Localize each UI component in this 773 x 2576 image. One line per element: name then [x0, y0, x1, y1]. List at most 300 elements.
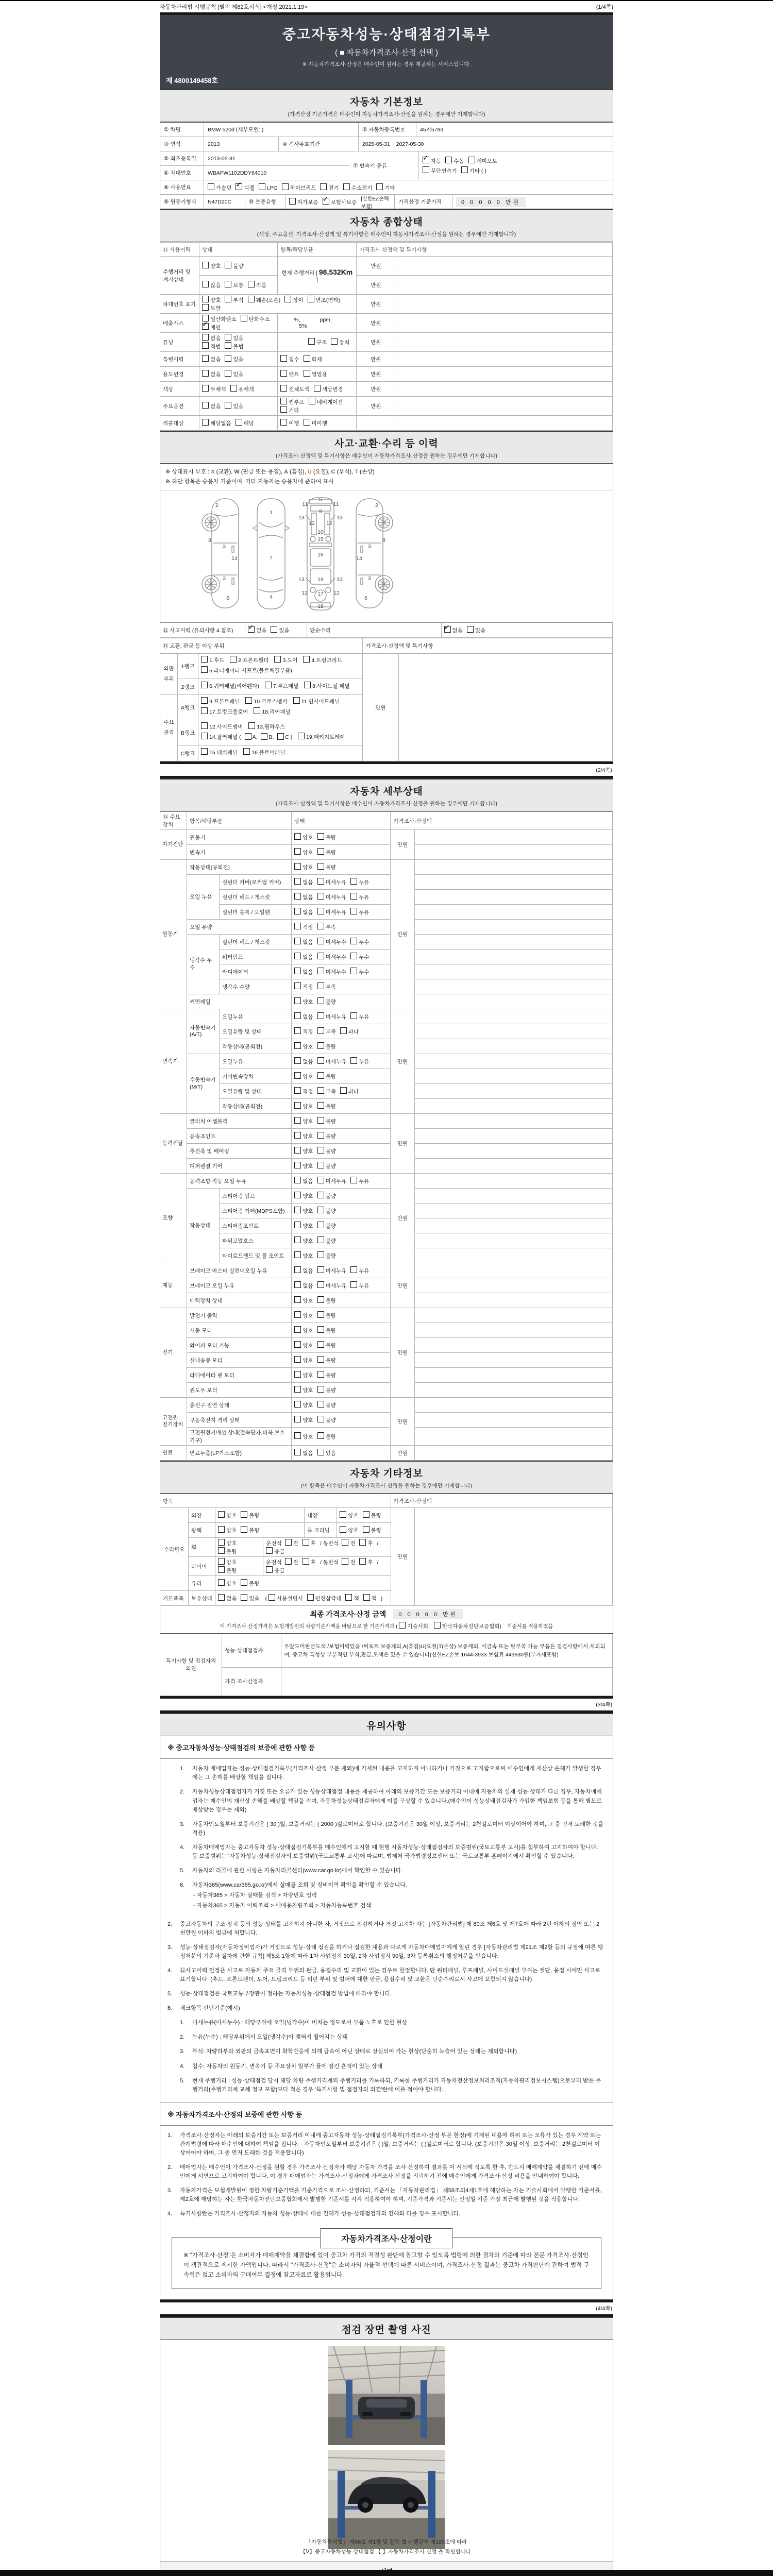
checkbox[interactable] — [399, 1622, 406, 1629]
checkbox[interactable] — [280, 385, 287, 392]
checkbox[interactable] — [317, 1102, 324, 1109]
checkbox[interactable] — [218, 1579, 225, 1586]
checkbox[interactable] — [241, 1526, 247, 1533]
checkbox[interactable] — [317, 1281, 324, 1288]
checkbox[interactable] — [445, 157, 452, 163]
checkbox[interactable] — [225, 342, 231, 349]
checkbox-option — [317, 1343, 336, 1349]
checkbox[interactable] — [423, 166, 429, 173]
svg-text:12: 12 — [326, 520, 332, 527]
checkbox[interactable] — [317, 923, 324, 929]
checkbox[interactable] — [350, 908, 357, 914]
checkbox[interactable] — [294, 1266, 301, 1273]
checkbox-option — [225, 282, 243, 289]
checkbox[interactable] — [350, 953, 357, 959]
checkbox[interactable] — [294, 1072, 301, 1079]
checkbox[interactable] — [294, 1012, 301, 1019]
checkbox[interactable] — [308, 338, 315, 345]
checkbox[interactable] — [342, 1539, 348, 1546]
checkbox-label: 유채색 — [238, 386, 254, 393]
checkbox[interactable] — [248, 626, 255, 633]
checkbox[interactable] — [202, 296, 209, 302]
checkbox[interactable] — [317, 893, 324, 900]
svg-text:6: 6 — [364, 595, 367, 602]
checkbox-option — [317, 1148, 336, 1155]
checkbox-label: 양호 — [303, 1298, 313, 1304]
checkbox[interactable] — [359, 1558, 366, 1565]
svg-text:9: 9 — [319, 509, 322, 515]
checkbox[interactable] — [350, 1266, 357, 1273]
state-code-legend — [160, 464, 613, 490]
checkbox[interactable] — [317, 833, 324, 840]
checkbox-label: 적정 — [303, 984, 313, 991]
svg-text:13: 13 — [298, 577, 305, 583]
checkbox[interactable] — [241, 1511, 247, 1518]
checkbox-option — [225, 335, 243, 342]
checkbox[interactable] — [202, 342, 209, 349]
checkbox[interactable] — [265, 682, 272, 688]
checkbox[interactable] — [317, 997, 324, 1004]
checkbox[interactable] — [218, 1526, 225, 1533]
checkbox-option — [202, 420, 231, 427]
checkbox[interactable] — [303, 656, 310, 663]
checkbox[interactable] — [317, 982, 324, 989]
checkbox[interactable] — [467, 626, 474, 633]
checkbox[interactable] — [294, 1401, 301, 1408]
checkbox[interactable] — [285, 1558, 292, 1565]
checkbox[interactable] — [317, 1042, 324, 1049]
checkbox[interactable] — [218, 1511, 225, 1518]
checkbox-label: 전기 — [328, 184, 339, 191]
checkbox-option — [294, 999, 313, 1005]
checkbox[interactable] — [314, 385, 321, 392]
checkbox[interactable] — [304, 370, 310, 377]
checkbox[interactable] — [340, 1526, 346, 1533]
checkbox[interactable] — [218, 1594, 225, 1601]
checkbox-label: 불량 — [226, 1568, 237, 1574]
checkbox[interactable] — [248, 296, 255, 302]
checkbox[interactable] — [201, 707, 208, 714]
checkbox[interactable] — [280, 370, 287, 377]
checkbox-option — [308, 297, 341, 303]
checkbox-option — [218, 1596, 237, 1602]
checkbox[interactable] — [303, 1558, 309, 1565]
checkbox[interactable] — [201, 697, 208, 704]
checkbox[interactable] — [241, 1594, 247, 1601]
checkbox-option — [241, 316, 270, 323]
checkbox[interactable] — [280, 419, 287, 426]
checkbox-option — [294, 1387, 313, 1394]
checkbox[interactable] — [309, 398, 315, 404]
checkbox[interactable] — [241, 1579, 247, 1586]
checkbox[interactable] — [320, 183, 327, 190]
checkbox-option — [294, 1434, 313, 1440]
checkbox[interactable] — [331, 338, 338, 345]
checkbox-option — [317, 1044, 336, 1050]
checkbox[interactable] — [294, 1222, 301, 1228]
checkbox[interactable] — [236, 419, 242, 426]
svg-text:3: 3 — [368, 544, 371, 550]
checkbox[interactable] — [317, 1072, 324, 1079]
checkbox[interactable] — [304, 682, 311, 688]
checkbox[interactable] — [303, 1539, 309, 1546]
checkbox[interactable] — [294, 1207, 301, 1213]
section-title: 사고·교환·수리 등 이력 — [334, 438, 439, 449]
checkbox[interactable] — [294, 1147, 301, 1154]
checkbox-option — [317, 1193, 336, 1199]
checkbox[interactable] — [317, 1401, 324, 1408]
notices-section2-title: ※ 자동차가격조사·산정의 보증에 관한 사항 등 — [160, 2103, 613, 2126]
checkbox-label: 있음 — [475, 628, 486, 634]
checkbox[interactable] — [294, 1102, 301, 1109]
checkbox[interactable] — [363, 1511, 369, 1518]
checkbox[interactable] — [317, 1432, 324, 1439]
checkbox[interactable] — [317, 1222, 324, 1228]
notice-item: 3. 자동차가격은 보험개발원이 정한 차량기준가액을 기준가격으로 조사·산정하되, 기준서는 「자동차관리법」 제58조의4제1호에 해당하는 자는 기술사회에서 발행한 기준서를, 제2호에 해당하는 자는 한국자동차진단보증협회에서 발행한 기준서를 각각 적용하여야 하며, 기준가격과 기준서는 산정일 기준 가장 최근에 발행된 것을 적용합니다. — [167, 2187, 602, 2202]
checkbox-label: 누유 — [359, 1268, 369, 1275]
checkbox[interactable] — [317, 863, 324, 870]
rank-table — [160, 653, 613, 761]
section-title: 자동차 기타정보 — [350, 1468, 423, 1480]
checkbox[interactable] — [350, 968, 357, 974]
checkbox-option — [280, 408, 299, 414]
section-title: 유의사항 — [366, 1721, 407, 1732]
checkbox[interactable] — [304, 355, 310, 362]
form-reference: 자동차관리법 시행규칙 [별지 제82호서식] <개정 2021.1.19> — [160, 4, 308, 10]
checkbox-label: 미세누유 — [325, 1283, 347, 1290]
checkbox-label: 양호 — [303, 1328, 313, 1334]
checkbox[interactable] — [350, 1057, 357, 1064]
checkbox[interactable] — [294, 1162, 301, 1168]
checkbox[interactable] — [294, 833, 301, 840]
checkbox[interactable] — [201, 733, 208, 739]
checkbox[interactable] — [280, 406, 287, 413]
checkbox[interactable] — [294, 908, 301, 914]
checkbox[interactable] — [261, 733, 267, 740]
checkbox[interactable] — [274, 656, 281, 663]
svg-text:12: 12 — [309, 520, 315, 527]
checkbox[interactable] — [317, 1147, 324, 1154]
price-survey-definition-box — [172, 2237, 601, 2289]
checkbox[interactable] — [444, 626, 451, 633]
checkbox[interactable] — [202, 402, 209, 409]
checkbox[interactable] — [340, 1511, 346, 1518]
checkbox[interactable] — [294, 863, 301, 870]
checkbox-label: 상이 — [293, 297, 304, 303]
checkbox[interactable] — [294, 1386, 301, 1393]
checkbox[interactable] — [294, 968, 301, 974]
checkbox[interactable] — [201, 666, 208, 673]
checkbox[interactable] — [317, 1311, 324, 1318]
checkbox[interactable] — [201, 722, 208, 729]
checkbox[interactable] — [294, 1432, 301, 1439]
checkbox[interactable] — [317, 1296, 324, 1303]
checkbox[interactable] — [282, 183, 289, 190]
checkbox-label: 없음 — [303, 1178, 313, 1185]
checkbox[interactable] — [350, 1177, 357, 1183]
checkbox[interactable] — [298, 733, 305, 739]
detail-state-table — [160, 811, 613, 1461]
checkbox[interactable] — [245, 733, 251, 740]
checkbox[interactable] — [317, 1162, 324, 1168]
checkbox[interactable] — [317, 1416, 324, 1422]
checkbox[interactable] — [423, 157, 429, 163]
checkbox[interactable] — [268, 1594, 275, 1601]
checkbox[interactable] — [343, 183, 350, 190]
checkbox[interactable] — [202, 262, 209, 268]
checkbox[interactable] — [294, 893, 301, 900]
section-subtitle: (색상, 주요옵션, 가격조사·산정액 및 특기사항은 매수인이 자동차가격조사·산정을 원하는 경우에만 기재합니다) — [257, 231, 516, 238]
checkbox-option — [218, 1581, 237, 1587]
checkbox-label: 양호 — [303, 1402, 313, 1409]
checkbox[interactable] — [308, 296, 314, 302]
checkbox-option — [248, 628, 266, 634]
checkbox[interactable] — [317, 1027, 324, 1034]
checkbox-option — [218, 1528, 237, 1534]
checkbox-option — [294, 1283, 313, 1289]
checkbox-label: 해당 — [243, 420, 254, 427]
checkbox[interactable] — [317, 1207, 324, 1213]
checkbox[interactable] — [225, 402, 231, 409]
checkbox[interactable] — [294, 1251, 301, 1258]
checkbox[interactable] — [218, 1539, 225, 1546]
checkbox[interactable] — [280, 398, 287, 404]
checkbox[interactable] — [307, 1594, 314, 1601]
checkbox[interactable] — [294, 1311, 301, 1318]
checkbox[interactable] — [266, 1547, 273, 1554]
checkbox[interactable] — [202, 281, 209, 287]
checkbox[interactable] — [317, 1251, 324, 1258]
checkbox[interactable] — [241, 315, 247, 321]
state-code-line-2: ※ 하단 항목은 승용차 기준이며, 기타 자동차는 승용차에 준하여 표시 — [165, 478, 334, 485]
checkbox[interactable] — [266, 1566, 273, 1573]
checkbox[interactable] — [317, 1449, 324, 1455]
section-subtitle: (가격조사·산정액 및 특기사항은 매수인이 자동차가격조사·산정을 원하는 경우에만 기재합니다) — [276, 453, 497, 459]
checkbox-label: 양호 — [303, 1163, 313, 1170]
checkbox-option — [317, 984, 336, 990]
checkbox[interactable] — [317, 1341, 324, 1348]
checkbox[interactable] — [225, 296, 231, 302]
checkbox[interactable] — [294, 1042, 301, 1049]
checkbox[interactable] — [289, 198, 296, 205]
checkbox[interactable] — [317, 953, 324, 959]
checkbox[interactable] — [317, 968, 324, 974]
checkbox[interactable] — [461, 166, 468, 173]
checkbox-option — [294, 984, 313, 990]
checkbox[interactable] — [294, 982, 301, 989]
checkbox[interactable] — [294, 953, 301, 959]
checkbox[interactable] — [304, 419, 310, 426]
checkbox[interactable] — [323, 198, 329, 205]
checkbox[interactable] — [317, 1236, 324, 1243]
checkbox-option — [350, 1268, 369, 1274]
checkbox[interactable] — [350, 878, 357, 885]
checkbox-option — [218, 1540, 237, 1547]
checkbox-option — [317, 1238, 336, 1244]
checkbox[interactable] — [201, 682, 208, 688]
checkbox[interactable] — [317, 1371, 324, 1378]
checkbox-option — [285, 1540, 298, 1547]
checkbox[interactable] — [293, 697, 300, 704]
checkbox[interactable] — [294, 1449, 301, 1455]
checkbox-label: 양호 — [303, 1434, 313, 1440]
checkbox-option — [350, 1059, 369, 1065]
checkbox[interactable] — [202, 304, 209, 311]
checkbox[interactable] — [376, 183, 383, 190]
checkbox[interactable] — [317, 938, 324, 944]
checkbox[interactable] — [350, 1281, 357, 1288]
checkbox[interactable] — [202, 334, 209, 341]
checkbox[interactable] — [317, 1356, 324, 1363]
checkbox-label: 수소전기 — [351, 184, 373, 191]
checkbox[interactable] — [225, 370, 231, 377]
checkbox-option — [461, 168, 486, 174]
checkbox-option — [280, 357, 299, 363]
checkbox[interactable] — [225, 262, 231, 268]
checkbox[interactable] — [294, 1281, 301, 1288]
checkbox[interactable] — [218, 1558, 225, 1565]
checkbox[interactable] — [280, 355, 287, 362]
checkbox[interactable] — [294, 1117, 301, 1124]
checkbox[interactable] — [317, 878, 324, 885]
checkbox[interactable] — [202, 419, 209, 426]
checkbox[interactable] — [317, 1012, 324, 1019]
checkbox[interactable] — [245, 697, 252, 704]
checkbox[interactable] — [230, 656, 237, 663]
checkbox[interactable] — [345, 1594, 352, 1601]
checkbox[interactable] — [317, 1326, 324, 1333]
checkbox[interactable] — [350, 893, 357, 900]
checkbox[interactable] — [317, 1087, 324, 1094]
checkbox[interactable] — [230, 385, 237, 392]
checkbox[interactable] — [208, 183, 214, 190]
checkbox[interactable] — [317, 1192, 324, 1198]
checkbox[interactable] — [225, 355, 231, 362]
checkbox[interactable] — [271, 626, 277, 633]
checkbox-label: 양호 — [303, 1104, 313, 1110]
checkbox[interactable] — [342, 1558, 348, 1565]
checkbox[interactable] — [294, 848, 301, 855]
checkbox[interactable] — [359, 1539, 366, 1546]
checkbox[interactable] — [363, 1594, 370, 1601]
checkbox-label: 양호 — [303, 1208, 313, 1215]
checkbox[interactable] — [236, 183, 242, 190]
checkbox[interactable] — [317, 908, 324, 914]
checkbox-option — [294, 924, 313, 930]
checkbox[interactable] — [225, 281, 231, 287]
checkbox[interactable] — [317, 1177, 324, 1183]
checkbox[interactable] — [285, 1539, 292, 1546]
checkbox-label: 후 — [367, 1560, 373, 1566]
checkbox[interactable] — [294, 1177, 301, 1183]
checkbox[interactable] — [350, 938, 357, 944]
checkbox[interactable] — [363, 1526, 369, 1533]
checkbox-option — [317, 969, 347, 975]
checkbox-label: 양호 — [303, 1387, 313, 1394]
checkbox[interactable] — [294, 1192, 301, 1198]
checkbox[interactable] — [254, 707, 260, 714]
checkbox[interactable] — [317, 1057, 324, 1064]
checkbox[interactable] — [294, 1027, 301, 1034]
checkbox[interactable] — [294, 1057, 301, 1064]
checkbox-label: 적음 — [256, 282, 266, 289]
checkbox-option — [467, 628, 485, 634]
checkbox-label: 불량 — [325, 865, 336, 871]
section-title: 자동차 기본정보 — [350, 97, 423, 108]
page-number-3: (3/4쪽) — [596, 1702, 612, 1708]
checkbox[interactable] — [340, 1087, 347, 1094]
checkbox[interactable] — [218, 1547, 225, 1554]
checkbox[interactable] — [202, 355, 209, 362]
checkbox[interactable] — [218, 1566, 225, 1573]
checkbox[interactable] — [317, 1386, 324, 1393]
checkbox[interactable] — [294, 1341, 301, 1348]
checkbox[interactable] — [248, 722, 255, 729]
svg-text:14: 14 — [231, 555, 238, 562]
checkbox[interactable] — [350, 1012, 357, 1019]
checkbox-label: 양호 — [303, 1074, 313, 1080]
checkbox[interactable] — [294, 1416, 301, 1422]
checkbox[interactable] — [294, 878, 301, 885]
checkbox[interactable] — [294, 997, 301, 1004]
checkbox[interactable] — [317, 1266, 324, 1273]
checkbox[interactable] — [294, 1326, 301, 1333]
page-number-4: (4/4쪽) — [596, 2305, 612, 2312]
checkbox-label: 불량 — [325, 1163, 336, 1170]
checkbox[interactable] — [317, 1132, 324, 1139]
checkbox[interactable] — [317, 848, 324, 855]
checkbox-option — [317, 835, 336, 841]
checkbox[interactable] — [340, 1027, 347, 1034]
checkbox[interactable] — [317, 1117, 324, 1124]
checkbox[interactable] — [201, 748, 208, 755]
checkbox-label: 없음 — [303, 879, 313, 886]
notices-list2 — [160, 1910, 613, 2094]
checkbox[interactable] — [201, 656, 208, 663]
checkbox[interactable] — [294, 1296, 301, 1303]
checkbox[interactable] — [294, 1356, 301, 1363]
checkbox[interactable] — [468, 157, 475, 163]
checkbox-label: 썬루프 — [289, 399, 305, 405]
checkbox[interactable] — [294, 1371, 301, 1378]
checkbox-label: 불량 — [325, 1148, 336, 1155]
checkbox-option — [363, 1513, 381, 1519]
checkbox[interactable] — [277, 733, 284, 740]
checkbox-label: 미세누수 — [325, 954, 347, 961]
rank-item: 1.후드 — [201, 657, 224, 664]
checkbox-label: 미세누유 — [325, 1268, 347, 1275]
checkbox[interactable] — [294, 923, 301, 929]
checkbox[interactable] — [434, 1622, 441, 1629]
svg-text:4: 4 — [270, 594, 273, 601]
checkbox[interactable] — [202, 385, 209, 392]
checkbox-label: 없음 — [210, 371, 221, 378]
checkbox[interactable] — [294, 1236, 301, 1243]
checkbox[interactable] — [243, 748, 250, 755]
checkbox[interactable] — [294, 1132, 301, 1139]
checkbox[interactable] — [284, 296, 291, 302]
checkbox[interactable] — [259, 183, 265, 190]
checkbox[interactable] — [202, 323, 209, 330]
checkbox[interactable] — [225, 334, 231, 341]
checkbox[interactable] — [248, 281, 255, 287]
checkbox[interactable] — [202, 370, 209, 377]
checkbox[interactable] — [294, 938, 301, 944]
checkbox-label: 후 — [310, 1540, 316, 1547]
checkbox-label: 일산화탄소 — [210, 316, 237, 323]
notice-item: 6. 체크항목 판단기준(예시) — [167, 2005, 240, 2012]
checkbox[interactable] — [294, 1087, 301, 1094]
